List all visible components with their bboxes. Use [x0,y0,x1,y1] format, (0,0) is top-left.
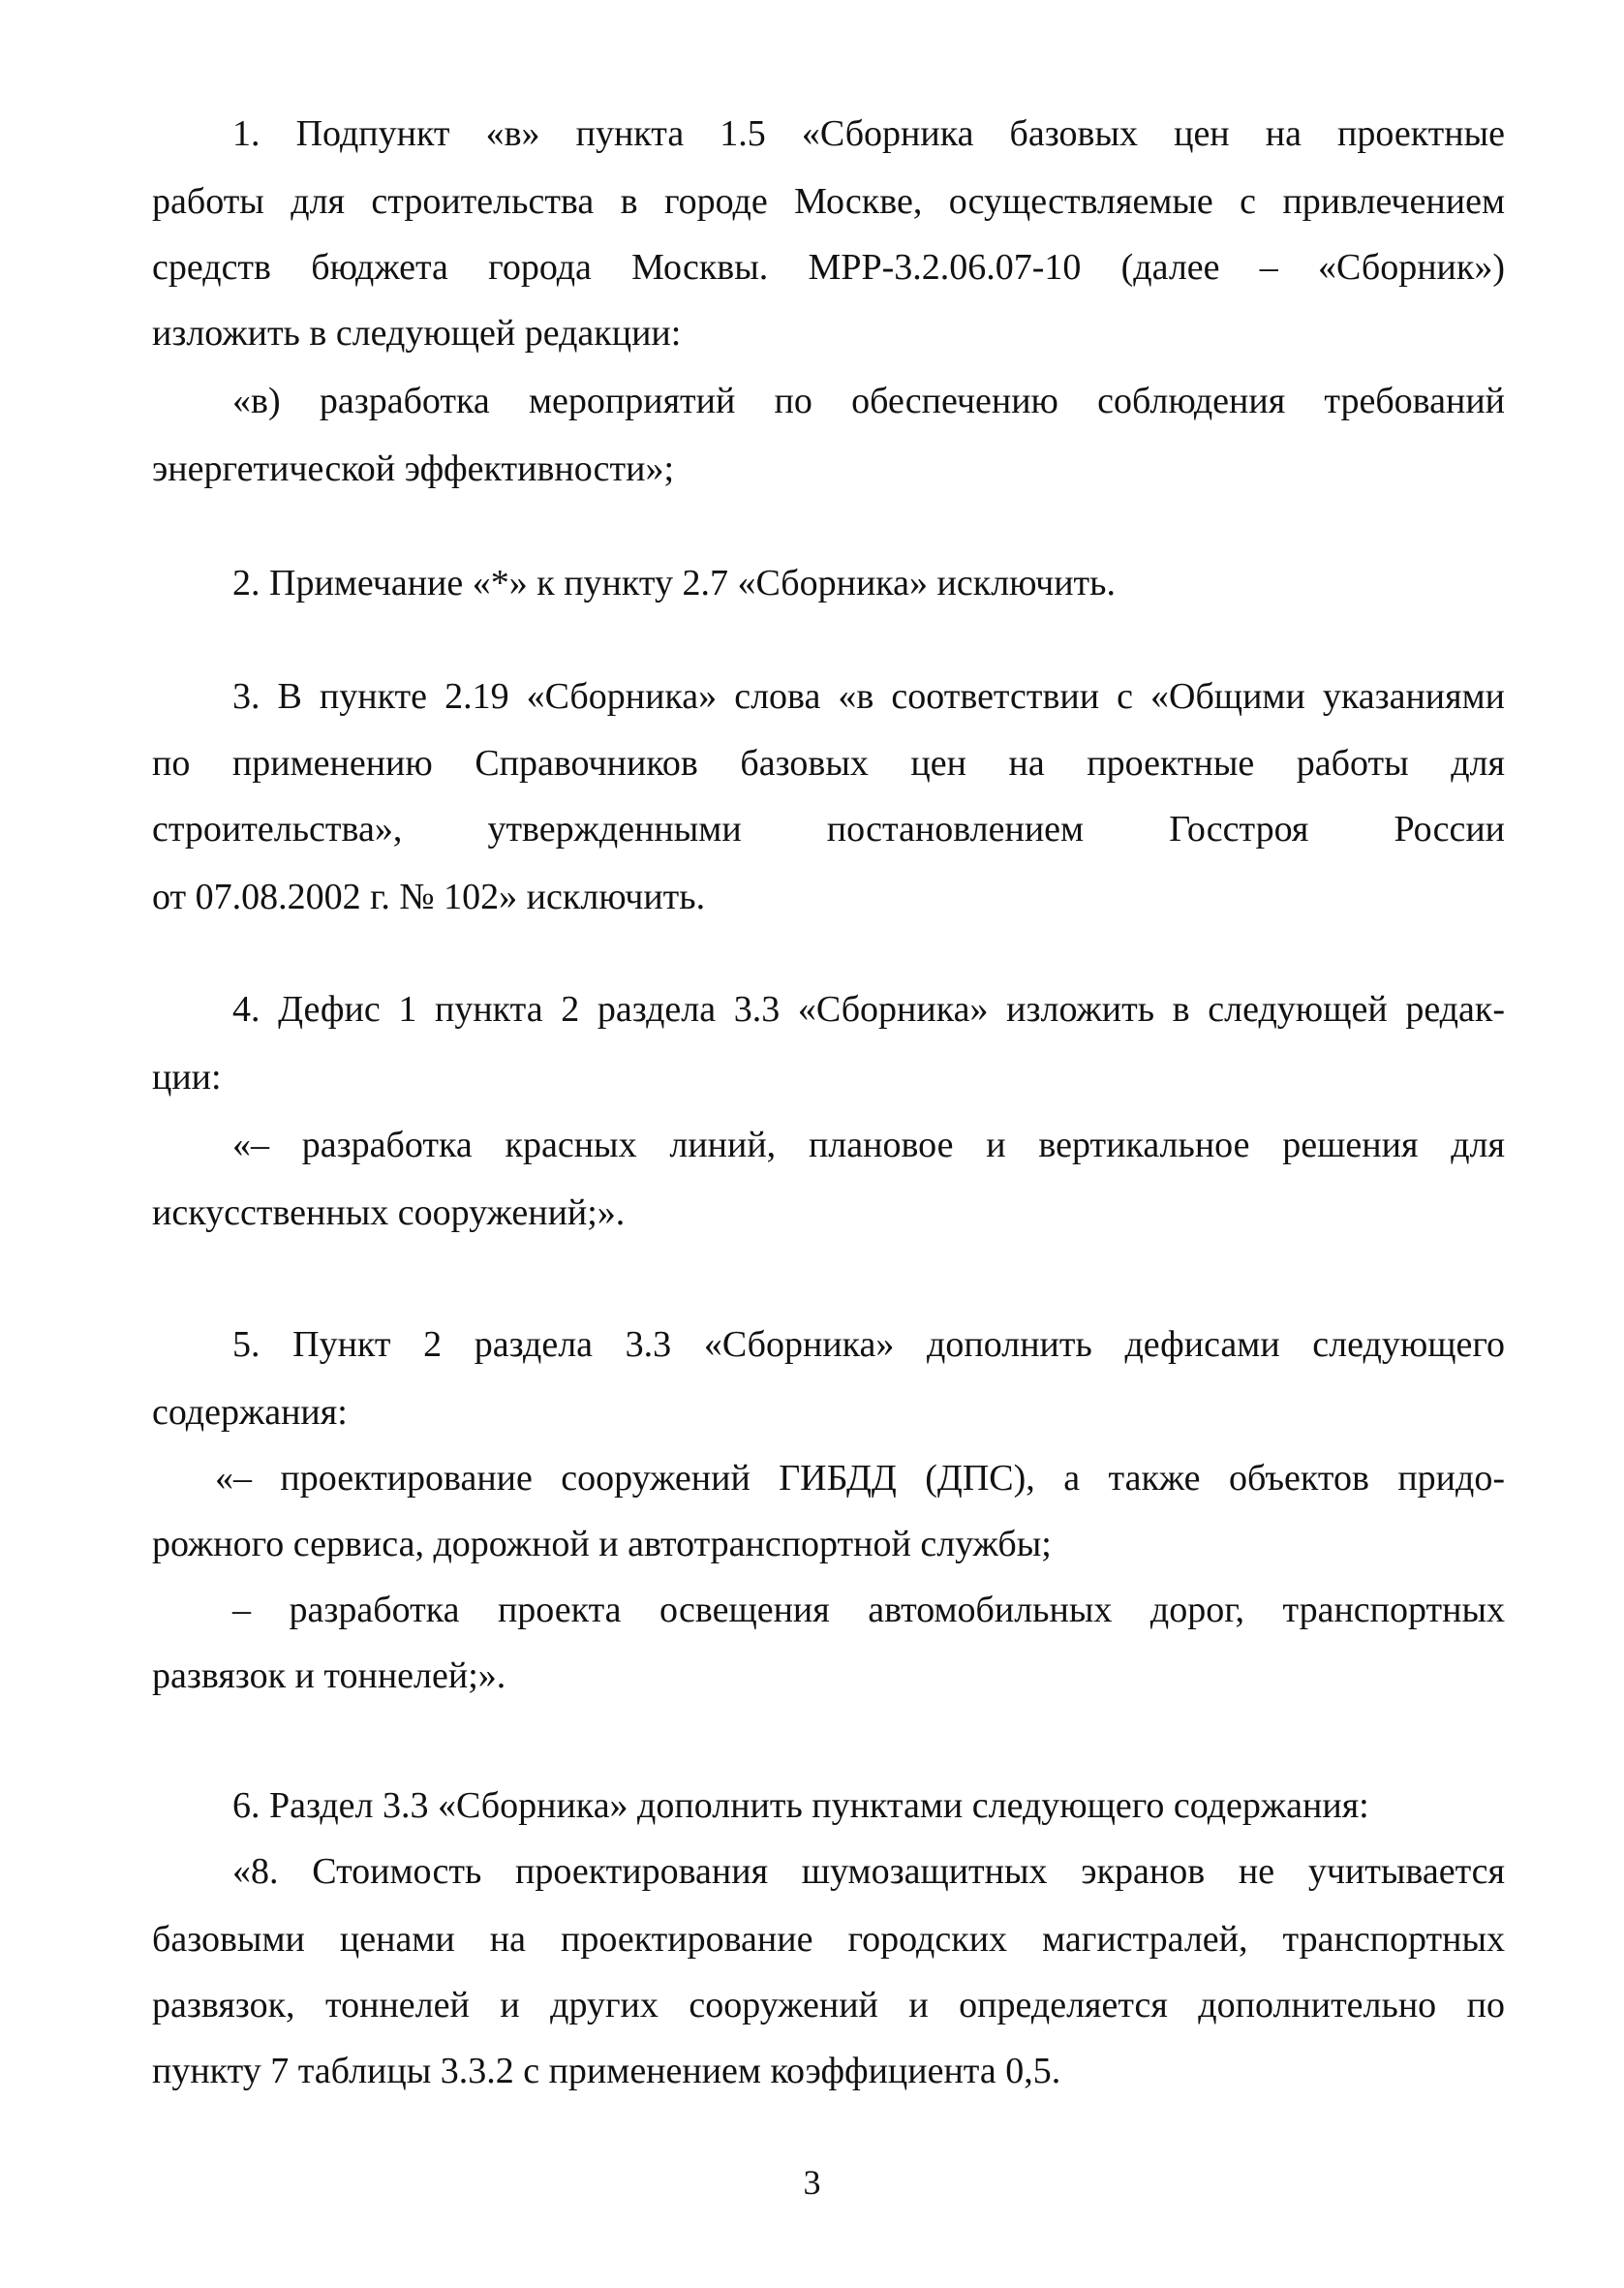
item-4-line-2: ции: [152,1057,222,1098]
item-1-quote-line-1: «в) разработка мероприятий по обеспечению соблюдения требований [232,381,1505,421]
item-6-quote-line-4: пункту 7 таблицы 3.3.2 с применением коэффициента 0,5. [152,2051,1061,2091]
item-5-line-2: содержания: [152,1392,348,1433]
item-1-line-1: 1. Подпункт «в» пункта 1.5 «Сборника базовых цен на проектные [232,113,1505,154]
item-5-quote-line-2: рожного сервиса, дорожной и автотранспортной службы; [152,1524,1052,1564]
item-2-line-1: 2. Примечание «*» к пункту 2.7 «Сборника» исключить. [232,563,1116,603]
item-4-quote-line-1: «– разработка красных линий, плановое и вертикальное решения для [232,1125,1505,1165]
item-5-quote-line-4: развязок и тоннелей;». [152,1655,506,1696]
item-6-line-1: 6. Раздел 3.3 «Сборника» дополнить пунктами следующего содержания: [232,1785,1369,1826]
item-1-line-2: работы для строительства в городе Москве, осуществляемые с привлечением [152,181,1505,222]
item-4-line-1: 4. Дефис 1 пункта 2 раздела 3.3 «Сборника» изложить в следующей редак- [232,989,1505,1030]
item-6-quote-line-2: базовыми ценами на проектирование городских магистралей, транспортных [152,1919,1505,1960]
item-4-quote-line-2: искусственных сооружений;». [152,1192,626,1233]
item-3-line-1: 3. В пункте 2.19 «Сборника» слова «в соответствии с «Общими указаниями [232,676,1505,717]
item-1-line-3: средств бюджета города Москвы. МРР-3.2.06.07-10 (далее – «Сборник») [152,247,1505,288]
item-1-line-4: изложить в следующей редакции: [152,313,682,354]
item-6-quote-line-1: «8. Стоимость проектирования шумозащитных экранов не учитывается [232,1851,1505,1892]
item-3-line-4: от 07.08.2002 г. № 102» исключить. [152,877,706,917]
item-6-quote-line-3: развязок, тоннелей и других сооружений и определяется дополнительно по [152,1985,1505,2025]
item-5-line-1: 5. Пункт 2 раздела 3.3 «Сборника» дополнить дефисами следующего [232,1324,1505,1365]
page-number: 3 [803,2163,821,2202]
item-5-quote-line-1: «– проектирование сооружений ГИБДД (ДПС), а также объектов придо- [215,1458,1505,1499]
item-3-line-2: по применению Справочников базовых цен на проектные работы для [152,743,1505,784]
item-3-line-3: строительства», утвержденными постановлением Госстроя России [152,809,1505,850]
item-5-quote-line-3: – разработка проекта освещения автомобильных дорог, транспортных [232,1590,1505,1630]
item-1-quote-line-2: энергетической эффективности»; [152,448,675,489]
